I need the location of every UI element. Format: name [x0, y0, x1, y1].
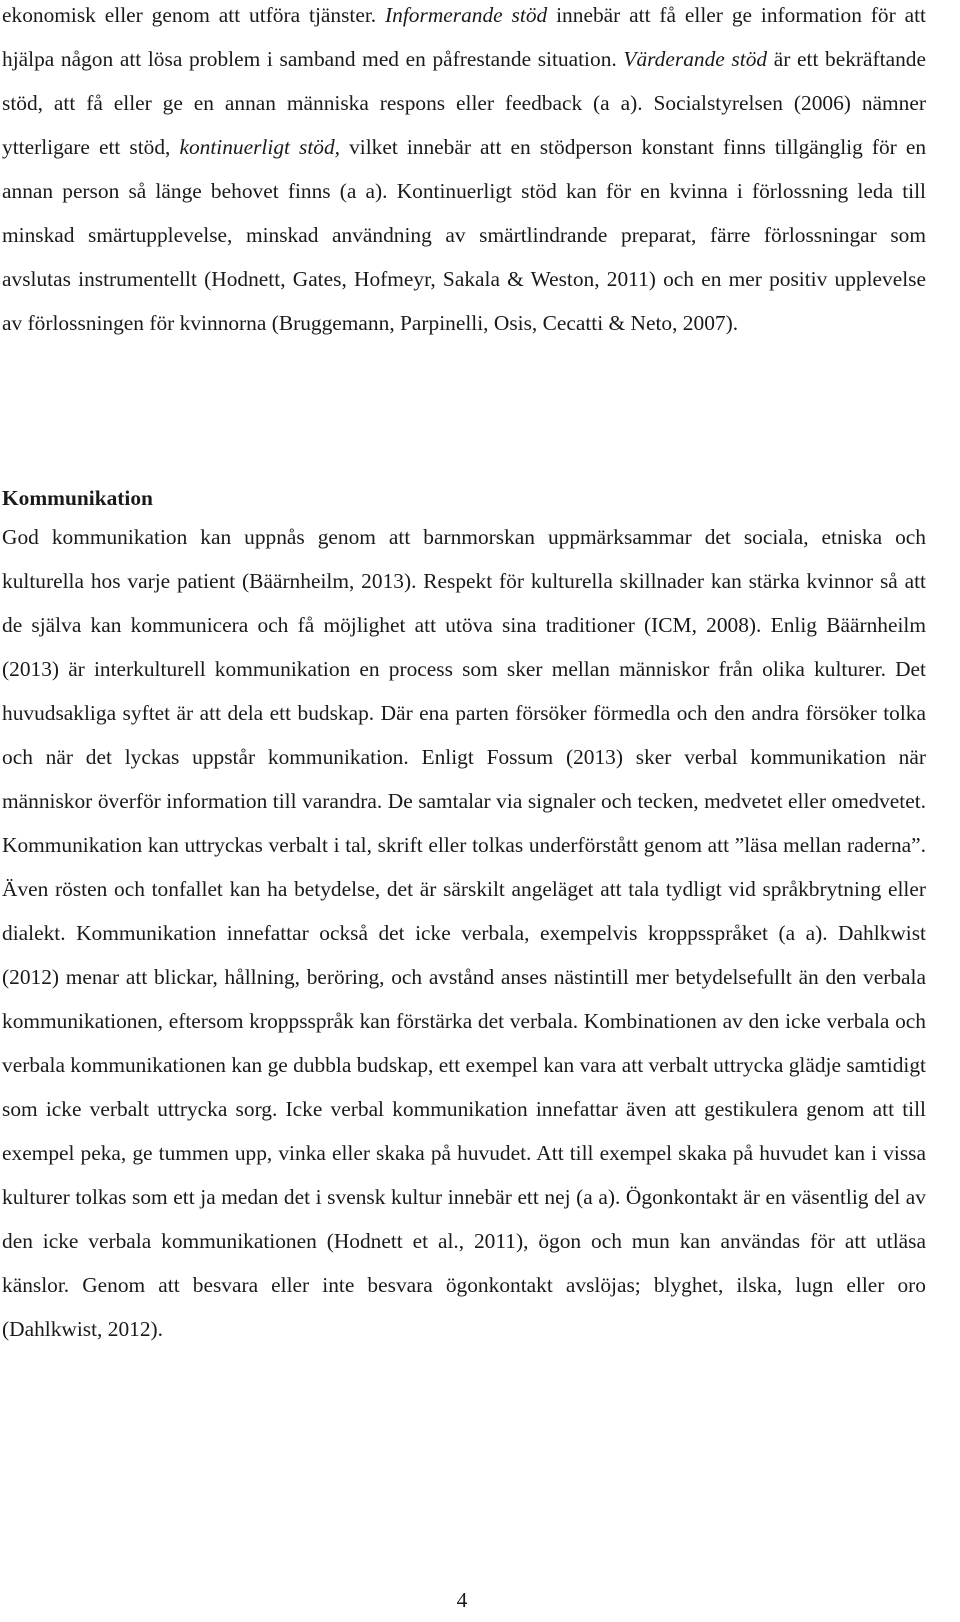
paragraph-segment: vilket innebär att en stödperson konstant finns tillgänglig för en annan person så länge behovet finns (a a). Kontinuerligt stöd kan för en kvinna i förlossning leda till minskad smärtupplevelse, minskad användning av smärtlindrande preparat, färre förlossningar som avslutas instrumentellt (Hodnett, Gates, Hofmeyr, Sakala & Weston, 2011) och en mer positiv upplevelse av förlossningen för kvinnorna (Bruggemann, Parpinelli, Osis, Cecatti & Neto, 2007).: [2, 135, 927, 335]
paragraph-segment-italic: Värderande stöd: [623, 47, 768, 71]
paragraph-segment: innebär att få eller ge information för att hjälpa någon att lösa problem i samband med en påfrestande situation.: [2, 3, 926, 71]
paragraph-segment-italic: kontinuerligt stöd,: [179, 135, 341, 159]
paragraph-support-types: [2, 0, 926, 345]
page-number: 4: [456, 1588, 468, 1612]
paragraph-segment-italic: Informerande stöd: [385, 3, 548, 27]
paragraph-communication: God kommunikation kan uppnås genom att barnmorskan uppmärksammar det sociala, etniska och kulturella hos varje patient (Bäärnheilm, 2013). Respekt för kulturella skillnader kan stärka kvinnor så att de själva kan kommunicera och få möjlighet att utöva sina traditioner (ICM, 2008). Enlig Bäärnheilm (2013) är interkulturell kommunikation en process som sker mellan människor från olika kulturer. Det huvudsakliga syftet är att dela ett budskap. Där ena parten försöker förmedla och den andra försöker tolka och när det lyckas uppstår kommunikation. Enligt Fossum (2013) sker verbal kommunikation när människor överför information till varandra. De samtalar via signaler och tecken, medvetet eller omedvetet. Kommunikation kan uttryckas verbalt i tal, skrift eller tolkas underförstått genom att ”läsa mellan raderna”. Även rösten och tonfallet kan ha betydelse, det är särskilt angeläget att tala tydligt vid språkbrytning eller dialekt. Kommunikation innefattar också det icke verbala, exempelvis kroppsspråket (a a). Dahlkwist (2012) menar att blickar, hållning, beröring, och avstånd anses nästintill mer betydelsefullt än den verbala kommunikationen, eftersom kroppsspråk kan förstärka det verbala. Kombinationen av den icke verbala och verbala kommunikationen kan ge dubbla budskap, ett exempel kan vara att verbalt uttrycka glädje samtidigt som icke verbalt uttrycka sorg. Icke verbal kommunikation innefattar även att gestikulera genom att till exempel peka, ge tummen upp, vinka eller skaka på huvudet. Att till exempel skaka på huvudet kan i vissa kulturer tolkas som ett ja medan det i svensk kultur innebär ett nej (a a). Ögonkontakt är en väsentlig del av den icke verbala kommunikationen (Hodnett et al., 2011), ögon och mun kan användas för att utläsa känslor. Genom att besvara eller inte besvara ögonkontakt avslöjas; blyghet, ilska, lugn eller oro (Dahlkwist, 2012).: [2, 525, 926, 1341]
section-heading: Kommunikation: [2, 486, 153, 510]
paragraph-segment: ekonomisk eller genom att utföra tjänster.: [2, 3, 386, 27]
paragraph-segment: är ett bekräftande stöd, att få eller ge en annan människa respons eller feedback (a a). Socialstyrelsen (2006) nämner ytterligare ett stöd,: [2, 47, 926, 159]
